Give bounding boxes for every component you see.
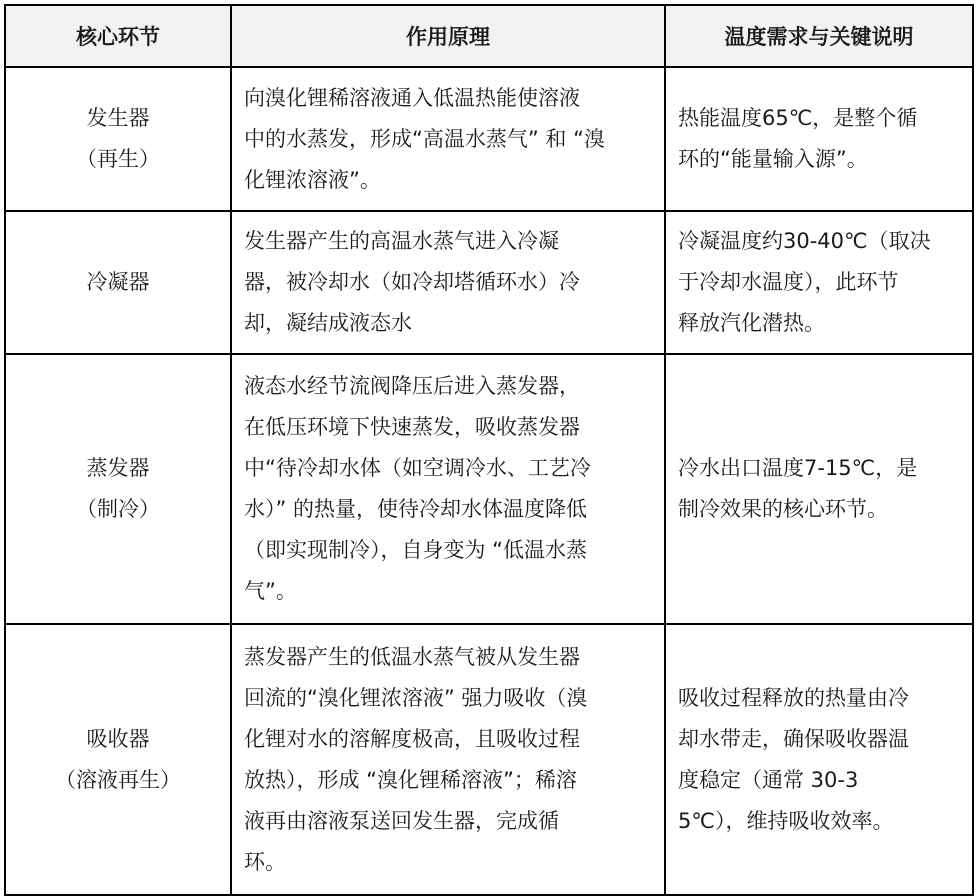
principle-line: 中“待冷却水体（如空调冷水、工艺冷: [244, 456, 591, 480]
principle-line: 中的水蒸发，形成“高温水蒸气” 和 “溴: [244, 126, 605, 151]
note-line: 环的“能量输入源”。: [678, 147, 868, 171]
principle-line: 却，凝结成液态水: [244, 311, 412, 335]
principle-line: 发生器产生的高温水蒸气进入冷凝: [244, 229, 559, 253]
principle-line: 蒸发器产生的低温水蒸气被从发生器: [244, 644, 580, 669]
principle-cell: [231, 211, 665, 354]
principle-line: 在低压环境下快速蒸发，吸收蒸发器: [244, 415, 580, 439]
component-table: [4, 4, 974, 896]
note-line: 度稳定（通常 30-3: [678, 767, 859, 792]
part-cell: [5, 211, 231, 354]
note-line: 吸收过程释放的热量由冷: [678, 685, 909, 710]
note-line: 冷凝温度约30-40℃（取决: [678, 229, 931, 253]
header-principle: 作用原理: [231, 5, 665, 67]
principle-cell: [231, 624, 665, 895]
principle-line: 化锂对水的溶解度极高，且吸收过程: [244, 726, 580, 751]
note-cell: [665, 211, 973, 354]
part-cell: [5, 624, 231, 895]
part-subtitle: （再生）: [76, 147, 160, 171]
table-row: [5, 624, 973, 895]
principle-line: 回流的“溴化锂浓溶液” 强力吸收（溴: [244, 685, 588, 710]
note-line: 释放汽化潜热。: [678, 311, 825, 335]
principle-line: 向溴化锂稀溶液通入低温热能使溶液: [244, 85, 580, 110]
header-temperature-note: 温度需求与关键说明: [665, 5, 973, 67]
principle-line: 放热），形成 “溴化锂稀溶液”；稀溶: [244, 767, 577, 792]
note-line: 5℃），维持吸收效率。: [678, 808, 894, 833]
header-core-part: 核心环节: [5, 5, 231, 67]
header-row: [5, 5, 973, 67]
table-row: [5, 354, 973, 624]
principle-cell: [231, 354, 665, 624]
part-subtitle: （制冷）: [76, 497, 160, 521]
principle-line: 化锂浓溶液”。: [244, 167, 381, 192]
part-cell: [5, 354, 231, 624]
principle-line: 液再由溶液泵送回发生器，完成循: [244, 808, 559, 833]
part-cell: [5, 67, 231, 211]
note-cell: [665, 624, 973, 895]
note-line: 制冷效果的核心环节。: [678, 497, 888, 521]
principle-line: 环。: [244, 849, 286, 874]
principle-line: （即实现制冷），自身变为 “低温水蒸: [244, 538, 588, 562]
principle-line: 液态水经节流阀降压后进入蒸发器，: [244, 374, 580, 398]
note-cell: [665, 354, 973, 624]
note-line: 冷水出口温度7-15℃，是: [678, 456, 918, 480]
note-line: 于冷却水温度），此环节: [678, 270, 899, 294]
part-name: 蒸发器: [86, 456, 150, 480]
part-name: 冷凝器: [86, 270, 150, 294]
note-line: 热能温度65℃，是整个循: [678, 106, 918, 130]
note-line: 却水带走，确保吸收器温: [678, 726, 909, 751]
table-row: [5, 67, 973, 211]
principle-line: 水）” 的热量，使待冷却水体温度降低: [244, 497, 588, 521]
note-cell: [665, 67, 973, 211]
part-name: 发生器: [86, 106, 150, 130]
table-row: [5, 211, 973, 354]
part-subtitle: （溶液再生）: [55, 767, 181, 792]
principle-cell: [231, 67, 665, 211]
principle-line: 气”。: [244, 579, 297, 603]
principle-line: 器，被冷却水（如冷却塔循环水）冷: [244, 270, 580, 294]
part-name: 吸收器: [86, 726, 150, 751]
